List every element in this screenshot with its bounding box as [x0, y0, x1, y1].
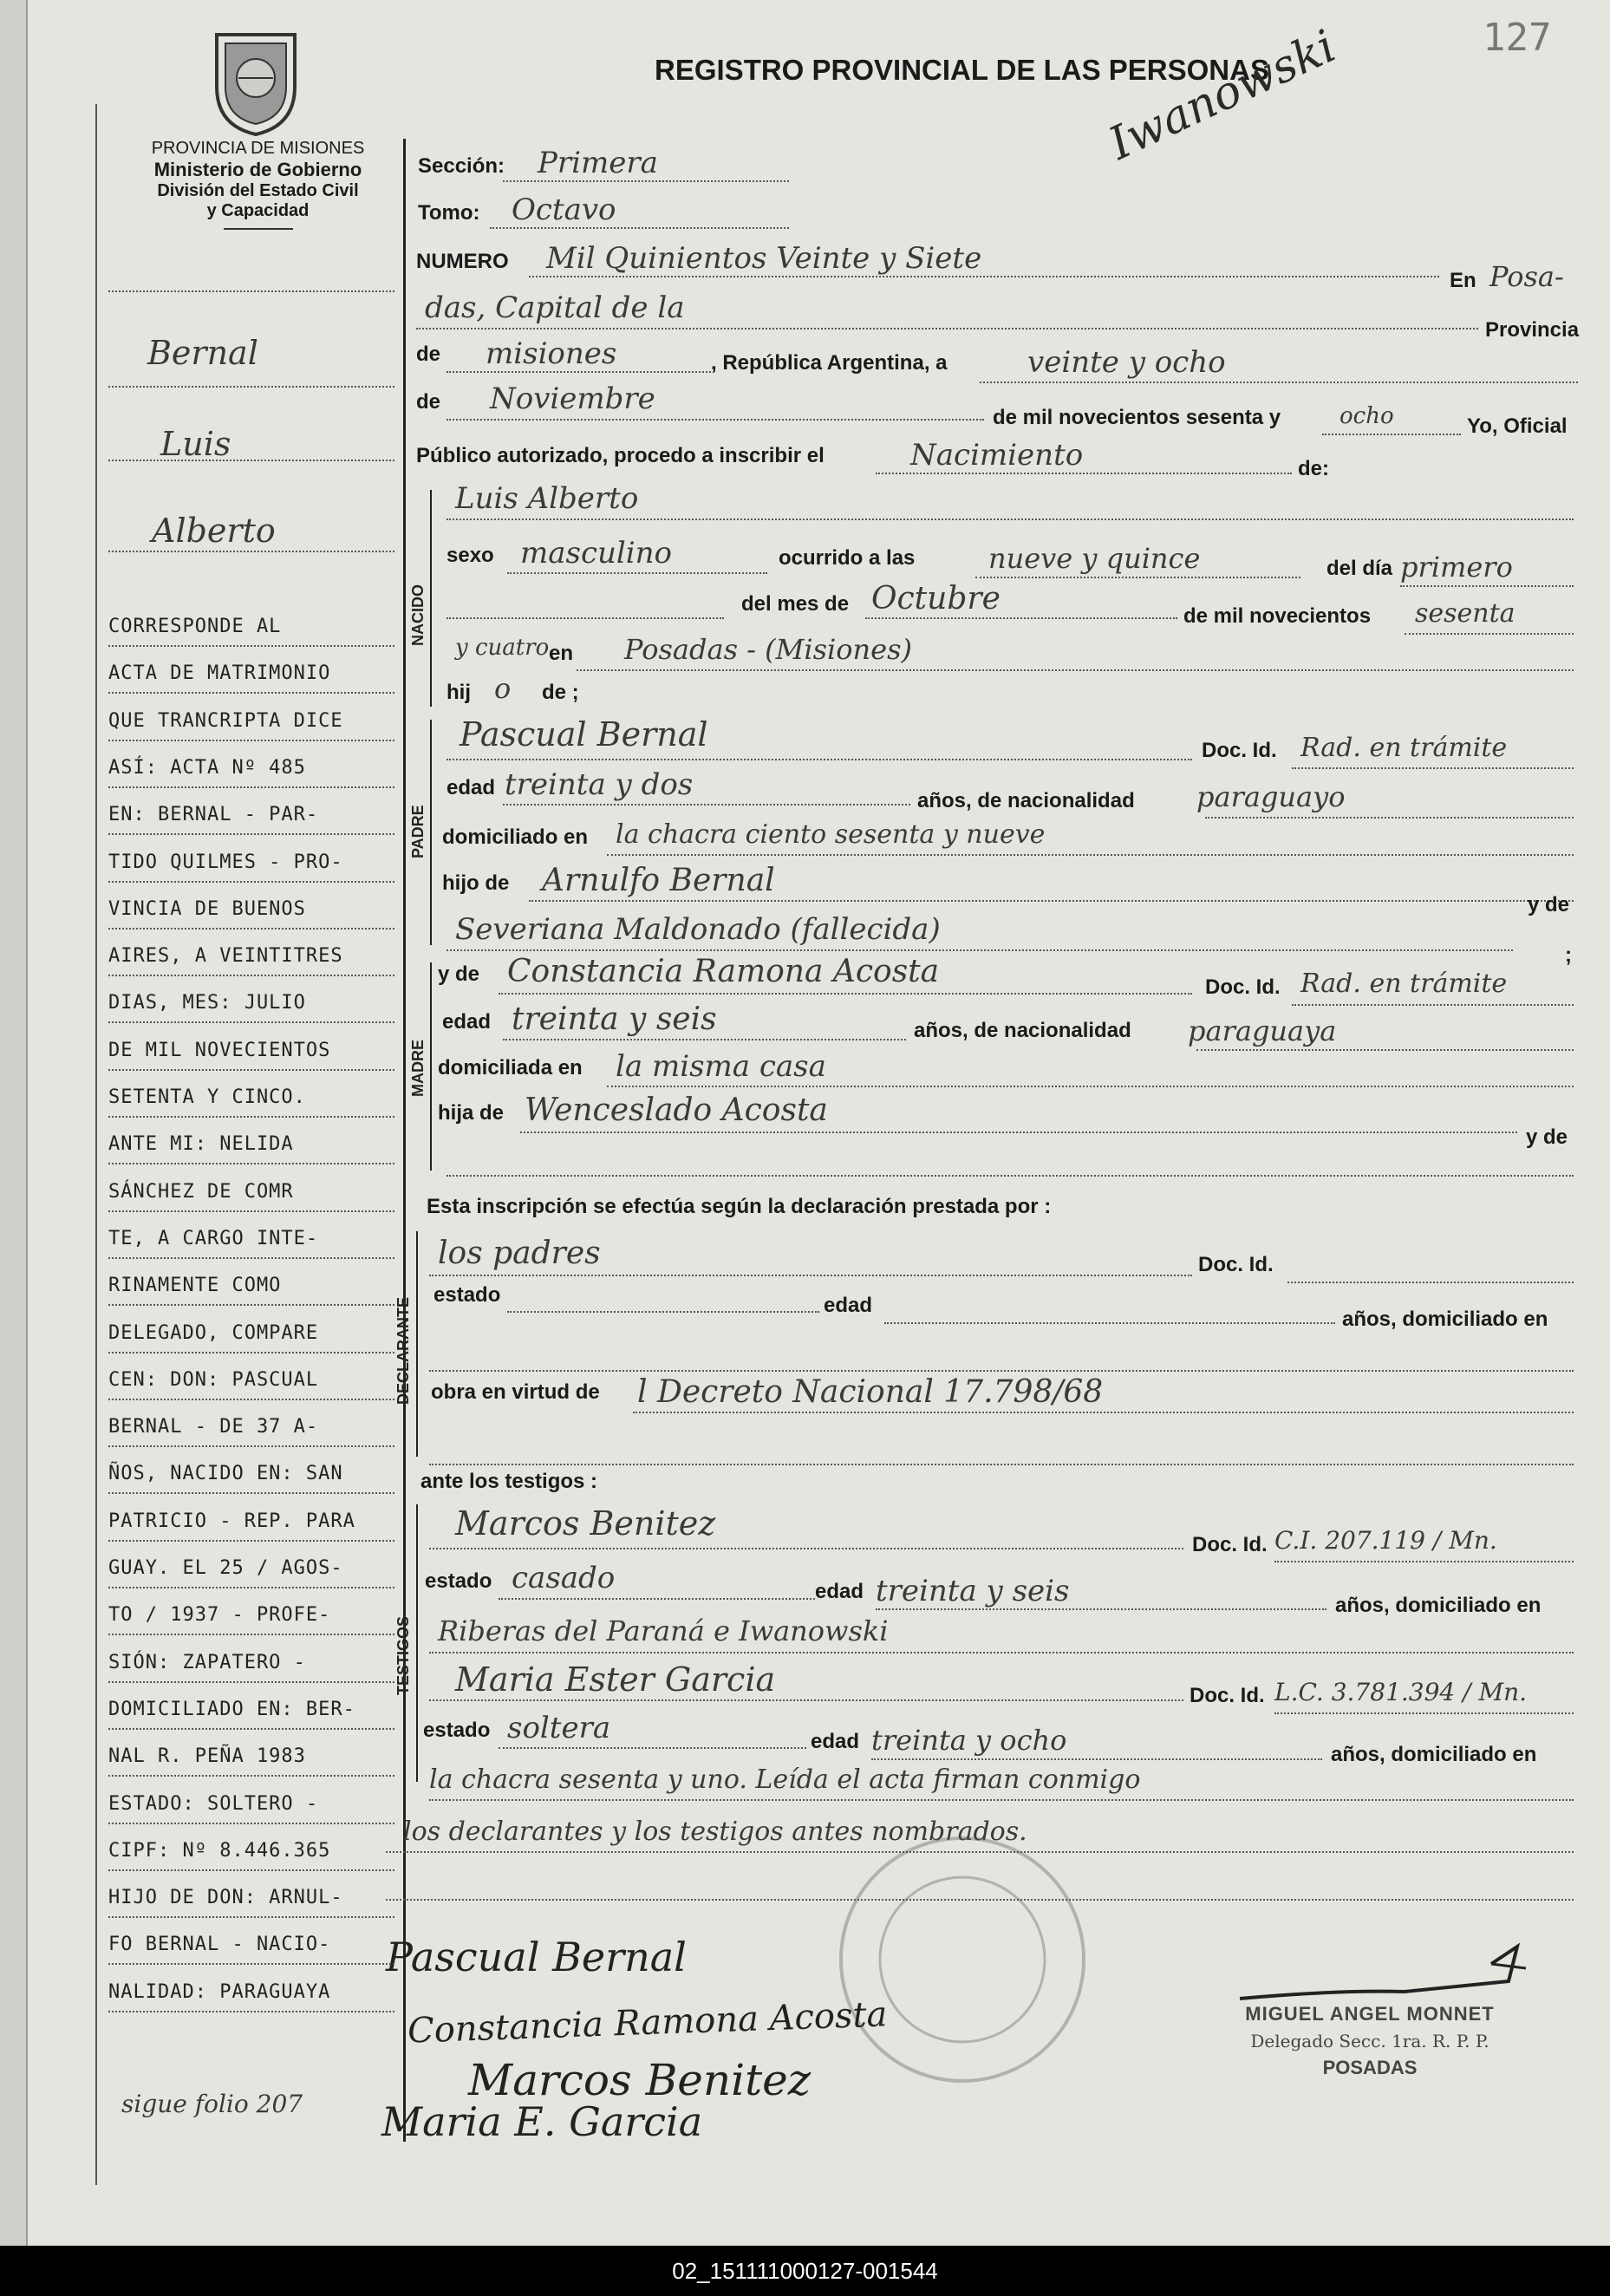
official-block: [1196, 2003, 1543, 2079]
margin-first-name: Luis: [160, 425, 231, 463]
label-padre-doc: Doc. Id.: [1202, 739, 1277, 762]
value-cierre: los declarantes y los testigos antes nombrados.: [403, 1817, 1027, 1847]
value-numero: Mil Quinientos Veinte y Siete: [546, 241, 982, 276]
label-madre-hija-de: hija de: [438, 1101, 505, 1125]
margin-note-rule: [108, 1681, 394, 1683]
label-de-mil-2: de mil novecientos: [1183, 604, 1372, 628]
agency-division: División del Estado Civil: [157, 181, 359, 200]
margin-middle-name: Alberto: [152, 512, 276, 550]
label-declarante-estado: estado: [433, 1283, 501, 1307]
value-fecha-mes: Noviembre: [490, 382, 655, 416]
label-testigo1-estado: estado: [425, 1569, 492, 1593]
margin-note-line: CORRESPONDE AL: [108, 616, 282, 637]
label-declarante-doc: Doc. Id.: [1198, 1253, 1274, 1276]
value-testigo1-estado: casado: [512, 1561, 616, 1595]
label-padre-edad: edad: [446, 776, 496, 799]
margin-note-rule: [108, 1728, 394, 1730]
margin-note-line: NALIDAD: PARAGUAYA: [108, 1980, 331, 2003]
agency-divider: [224, 228, 293, 230]
value-anio: ocho: [1339, 403, 1394, 429]
official-signature-icon: [1231, 1929, 1543, 2007]
value-lugar: Posadas - (Misiones): [624, 633, 912, 666]
label-hij: hij: [446, 681, 471, 704]
margin-note-line: DELEGADO, COMPARE: [108, 1321, 319, 1344]
margin-note-rule: [108, 1823, 394, 1824]
label-madre-doc: Doc. Id.: [1205, 975, 1281, 999]
value-en: Posa-: [1489, 260, 1564, 293]
margin-note-line: BERNAL - DE 37 A-: [108, 1416, 319, 1438]
label-padre-y-de: y de: [1528, 893, 1570, 916]
label-sexo: sexo: [446, 544, 494, 567]
binding-strip: [0, 0, 28, 2246]
value-mes: Octubre: [871, 581, 1001, 616]
label-testigo1-anos-dom: años, domiciliado en: [1335, 1594, 1542, 1617]
value-dia: primero: [1400, 551, 1513, 584]
label-de-1: de: [416, 342, 441, 366]
label-madre-y-de: y de: [438, 962, 480, 986]
value-padre-dom: la chacra ciento sesenta y nueve: [616, 819, 1046, 850]
margin-note-line: ANTE MI: NELIDA: [108, 1133, 294, 1156]
official-signature-top: Iwanowski: [1101, 20, 1344, 171]
margin-note-rule: [108, 1540, 394, 1542]
margin-note-line: SÁNCHEZ DE COMR: [108, 1180, 294, 1203]
value-madre-doc: Rad. en trámite: [1300, 969, 1508, 999]
margin-note-rule: [108, 975, 394, 976]
signature-madre: Constancia Ramona Acosta: [407, 1994, 889, 2051]
label-publico: Público autorizado, procedo a inscribir el: [416, 444, 825, 467]
value-testigo2-edad: treinta y ocho: [871, 1724, 1067, 1757]
side-label-madre: MADRE: [409, 1040, 427, 1097]
margin-note-line: SIÓN: ZAPATERO -: [108, 1651, 306, 1673]
section-testigos-bracket: [416, 1504, 418, 1782]
margin-note-rule: [108, 881, 394, 883]
side-label-padre: PADRE: [409, 805, 427, 858]
value-sexo: masculino: [520, 536, 673, 571]
margin-note-rule: [108, 1587, 394, 1588]
label-padre-anos-nac: años, de nacionalidad: [917, 789, 1135, 812]
margin-note-rule: [108, 1210, 394, 1212]
official-title: Delegado Secc. 1ra. R. P. P.: [1250, 2031, 1489, 2051]
label-seccion: Sección:: [418, 154, 505, 178]
margin-note-rule: [108, 692, 394, 694]
margin-note-line: ACTA DE MATRIMONIO: [108, 662, 331, 685]
signature-testigo1: Marcos Benitez: [468, 2055, 812, 2105]
margin-note-line: ÑOS, NACIDO EN: SAN: [108, 1463, 343, 1485]
label-de-semi: de ;: [542, 681, 579, 704]
margin-note-line: PATRICIO - REP. PARA: [108, 1510, 355, 1532]
agency-ministry: Ministerio de Gobierno: [153, 159, 362, 180]
provincial-seal-icon: [208, 26, 303, 139]
value-testigo1-doc: C.I. 207.119 / Mn.: [1274, 1526, 1497, 1555]
label-testigo2-doc: Doc. Id.: [1190, 1684, 1265, 1707]
section-declarante-bracket: [416, 1231, 418, 1457]
margin-note-rule: [108, 740, 394, 741]
margin-note-line: ASÍ: ACTA Nº 485: [108, 756, 306, 779]
margin-note-line: TE, A CARGO INTE-: [108, 1227, 319, 1249]
label-ante: ante los testigos :: [420, 1470, 598, 1493]
label-madre-anos-nac: años, de nacionalidad: [914, 1019, 1131, 1042]
value-hij: o: [494, 672, 512, 705]
margin-note-rule: [108, 1492, 394, 1494]
value-padre-edad: treinta y dos: [505, 767, 694, 802]
margin-note-line: ESTADO: SOLTERO -: [108, 1792, 319, 1815]
value-madre-dom: la misma casa: [616, 1049, 826, 1084]
value-padre-madre: Severiana Maldonado (fallecida): [455, 912, 941, 947]
label-en: En: [1450, 269, 1476, 292]
margin-surname: Bernal: [147, 334, 258, 372]
label-testigo1-edad: edad: [815, 1580, 864, 1603]
label-testigo2-estado: estado: [423, 1719, 491, 1742]
label-semicolon: ;: [1565, 943, 1572, 967]
margin-note-line: RINAMENTE COMO: [108, 1275, 282, 1297]
margin-note-line: GUAY. EL 25 / AGOS-: [108, 1557, 343, 1579]
margin-note-line: EN: BERNAL - PAR-: [108, 804, 319, 826]
section-madre-bracket: [430, 962, 432, 1171]
value-decreto: l Decreto Nacional 17.798/68: [637, 1374, 1104, 1410]
margin-left-rule: [95, 104, 97, 2185]
value-declarante: los padres: [438, 1236, 601, 1271]
margin-note-line: DIAS, MES: JULIO: [108, 992, 306, 1014]
margin-note-line: NAL R. PEÑA 1983: [108, 1745, 306, 1768]
label-de-2: de: [416, 390, 441, 414]
value-anio-nac-a: sesenta: [1415, 598, 1515, 629]
value-nombre: Luis Alberto: [455, 481, 639, 516]
label-numero: NUMERO: [416, 250, 509, 273]
label-tomo: Tomo:: [418, 201, 480, 225]
value-padre: Pascual Bernal: [460, 715, 708, 753]
value-hora: nueve y quince: [988, 542, 1201, 575]
margin-note-rule: [108, 1304, 394, 1306]
label-inscripcion: Esta inscripción se efectúa según la declaración prestada por :: [427, 1195, 1052, 1218]
label-madre-edad: edad: [442, 1010, 492, 1034]
margin-note-rule: [108, 1963, 394, 1965]
side-label-declarante: DECLARANTE: [394, 1297, 412, 1405]
label-provincia: Provincia: [1485, 318, 1580, 342]
signature-testigo2: Maria E. Garcia: [381, 2098, 703, 2145]
agency-block: [104, 139, 412, 230]
agency-capacity: y Capacidad: [206, 201, 310, 220]
value-madre-hija-de: Wenceslado Acosta: [525, 1093, 828, 1128]
margin-note-line: FO BERNAL - NACIO-: [108, 1934, 331, 1956]
value-madre: Constancia Ramona Acosta: [507, 954, 940, 989]
label-testigo2-edad: edad: [811, 1730, 860, 1753]
page-number: 127: [1483, 16, 1552, 60]
margin-note-line: TIDO QUILMES - PRO-: [108, 851, 343, 873]
official-city: POSADAS: [1322, 2057, 1418, 2078]
margin-note-line: CEN: DON: PASCUAL: [108, 1368, 319, 1391]
margin-note-rule: [108, 1352, 394, 1353]
margin-note-rule: [108, 1445, 394, 1447]
label-yo-oficial: Yo, Oficial: [1467, 414, 1568, 438]
value-acto: Nacimiento: [910, 438, 1084, 473]
official-name: MIGUEL ANGEL MONNET: [1245, 2003, 1495, 2025]
side-label-nacido: NACIDO: [409, 584, 427, 646]
value-testigo1-edad: treinta y seis: [876, 1574, 1070, 1608]
value-testigo2: Maria Ester Garcia: [455, 1660, 776, 1699]
margin-note-rule: [108, 1775, 394, 1777]
label-padre-domicilio: domiciliado en: [442, 825, 589, 849]
value-ciudad: das, Capital de la: [425, 290, 685, 325]
value-testigo2-estado: soltera: [507, 1711, 611, 1745]
value-testigo1-dom: Riberas del Paraná e Iwanowski: [438, 1614, 889, 1647]
agency-province: PROVINCIA DE MISIONES: [151, 139, 365, 158]
value-tomo: Octavo: [512, 192, 616, 227]
official-stamp-icon: [832, 1830, 1092, 2090]
margin-note-rule: [108, 1163, 394, 1164]
value-provincia: misiones: [486, 336, 617, 371]
margin-note-line: AIRES, A VEINTITRES: [108, 945, 343, 968]
value-testigo2-dom: la chacra sesenta y uno. Leída el acta firman conmigo: [429, 1764, 1141, 1795]
value-fecha-dia: veinte y ocho: [1027, 345, 1226, 380]
label-madre-domicilio: domiciliada en: [438, 1056, 583, 1080]
margin-note-line: QUE TRANCRIPTA DICE: [108, 709, 343, 732]
margin-note-line: DE MIL NOVECIENTOS: [108, 1039, 331, 1061]
label-obra: obra en virtud de: [431, 1380, 600, 1404]
label-declarante-edad: edad: [824, 1294, 873, 1317]
margin-note-rule: [108, 786, 394, 788]
margin-note-line: CIPF: Nº 8.446.365: [108, 1839, 331, 1862]
margin-note-rule: [108, 1916, 394, 1918]
image-id-footer: 02_151111000127-001544: [0, 2246, 1610, 2296]
margin-note-line: VINCIA DE BUENOS: [108, 897, 306, 920]
margin-note-line: SETENTA Y CINCO.: [108, 1086, 306, 1108]
label-del-mes: del mes de: [741, 592, 850, 616]
label-padre-hijo-de: hijo de: [442, 871, 510, 895]
value-testigo2-doc: L.C. 3.781.394 / Mn.: [1274, 1678, 1528, 1706]
margin-note-line: DOMICILIADO EN: BER-: [108, 1698, 355, 1720]
label-del-dia: del día: [1326, 557, 1393, 580]
value-padre-doc: Rad. en trámite: [1300, 733, 1508, 763]
document-title: REGISTRO PROVINCIAL DE LAS PERSONAS: [655, 54, 1269, 86]
margin-note-rule: [108, 1069, 394, 1071]
signature-padre: Pascual Bernal: [386, 1934, 687, 1980]
label-madre-y-de-2: y de: [1526, 1125, 1568, 1149]
label-republica: , República Argentina, a: [711, 351, 948, 375]
value-madre-nac: paraguaya: [1188, 1014, 1337, 1047]
label-declarante-anos-dom: años, domiciliado en: [1342, 1308, 1548, 1331]
margin-note-rule: [108, 1399, 394, 1400]
value-testigo1: Marcos Benitez: [455, 1504, 716, 1543]
margin-note-rule: [108, 1869, 394, 1871]
margin-note-line: HIJO DE DON: ARNUL-: [108, 1887, 343, 1909]
label-testigo1-doc: Doc. Id.: [1192, 1533, 1268, 1556]
label-testigo2-anos-dom: años, domiciliado en: [1331, 1743, 1537, 1766]
value-madre-edad: treinta y seis: [512, 1001, 717, 1037]
value-padre-hijo-de: Arnulfo Bernal: [542, 863, 775, 898]
value-anio-nac-b: y cuatro: [455, 635, 550, 661]
label-de-colon: de:: [1298, 457, 1329, 480]
margin-note-line: TO / 1937 - PROFE-: [108, 1604, 331, 1627]
margin-note-rule: [108, 1116, 394, 1118]
label-de-mil: de mil novecientos sesenta y: [993, 406, 1281, 429]
section-nacido-bracket: [430, 490, 432, 707]
label-en-2: en: [549, 642, 574, 665]
value-seccion: Primera: [538, 146, 658, 180]
margin-note-rule: [108, 928, 394, 929]
margin-note-rule: [108, 2011, 394, 2012]
margin-continued: sigue folio 207: [121, 2090, 303, 2118]
value-padre-nac: paraguayo: [1196, 780, 1346, 813]
section-padre-bracket: [430, 720, 432, 945]
side-label-testigos: TESTIGOS: [394, 1615, 412, 1695]
margin-note-rule: [108, 1021, 394, 1023]
margin-note-rule: [108, 645, 394, 647]
margin-note-rule: [108, 833, 394, 835]
margin-note-rule: [108, 1257, 394, 1259]
margin-note-rule: [108, 1634, 394, 1635]
label-ocurrido: ocurrido a las: [779, 546, 916, 570]
